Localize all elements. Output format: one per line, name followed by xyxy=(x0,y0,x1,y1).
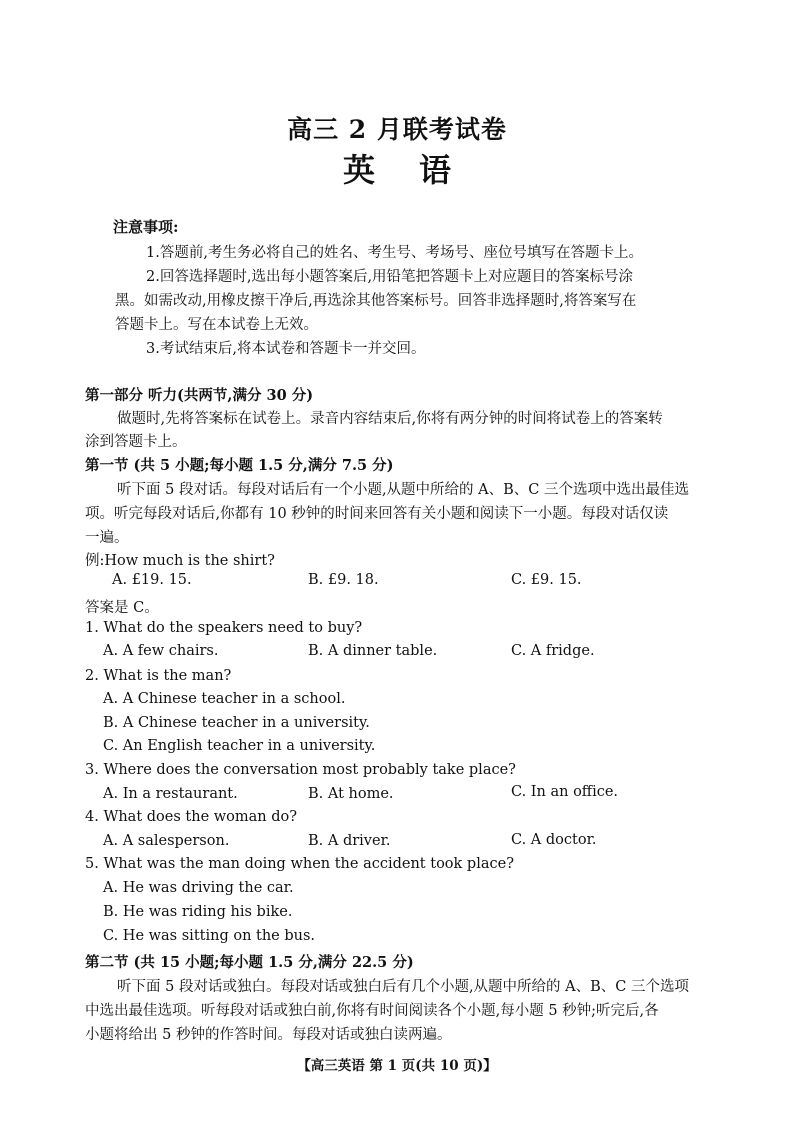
notice-item: 1.答题前,考生务必将自己的姓名、考生号、考场号、座位号填写在答题卡上。 xyxy=(146,245,643,261)
question-1-option-b: B. A dinner table. xyxy=(308,643,438,659)
example-option-c: C. £9. 15. xyxy=(511,572,582,588)
question-2-option-b: B. A Chinese teacher in a university. xyxy=(103,715,370,731)
question-1-option-a: A. A few chairs. xyxy=(103,643,219,659)
question-1: 1. What do the speakers need to buy? xyxy=(85,620,363,636)
notice-heading: 注意事项: xyxy=(113,218,179,236)
section2-intro: 小题将给出 5 秒钟的作答时间。每段对话或独白读两遍。 xyxy=(85,1027,452,1043)
question-4-option-b: B. A driver. xyxy=(308,833,391,849)
subject-title: 英语 xyxy=(342,151,495,189)
question-4-option-a: A. A salesperson. xyxy=(103,833,230,849)
page-footer: 【高三英语 第 1 页(共 10 页)】 xyxy=(297,1058,497,1074)
example-answer: 答案是 C。 xyxy=(85,600,159,616)
question-2-option-a: A. A Chinese teacher in a school. xyxy=(103,691,346,707)
question-3-option-b: B. At home. xyxy=(308,786,394,802)
question-5-option-c: C. He was sitting on the bus. xyxy=(103,928,316,944)
question-3-option-c: C. In an office. xyxy=(511,784,619,800)
section1-heading: 第一节 (共 5 小题;每小题 1.5 分,满分 7.5 分) xyxy=(85,457,394,474)
example-question: 例:How much is the shirt? xyxy=(85,553,275,569)
section1-intro: 项。听完每段对话后,你都有 10 秒钟的时间来回答有关小题和阅读下一小题。每段对话仅读 xyxy=(85,506,669,522)
section2-intro: 中选出最佳选项。听每段对话或独白前,你将有时间阅读各个小题,每小题 5 秒钟;听完后,各 xyxy=(85,1003,659,1019)
question-1-option-c: C. A fridge. xyxy=(511,643,595,659)
section1-intro: 一遍。 xyxy=(85,530,129,546)
example-option-b: B. £9. 18. xyxy=(308,572,379,588)
exam-title: 高三 2 月联考试卷 xyxy=(287,115,507,144)
question-5-option-a: A. He was driving the car. xyxy=(103,880,294,896)
part1-intro: 涂到答题卡上。 xyxy=(85,434,187,450)
question-2: 2. What is the man? xyxy=(85,668,232,684)
example-option-a: A. £19. 15. xyxy=(112,572,192,588)
question-5-option-b: B. He was riding his bike. xyxy=(103,904,293,920)
question-3-option-a: A. In a restaurant. xyxy=(103,786,238,802)
part1-heading: 第一部分 听力(共两节,满分 30 分) xyxy=(85,387,314,404)
question-5: 5. What was the man doing when the accident took place? xyxy=(85,856,514,872)
notice-item: 答题卡上。写在本试卷上无效。 xyxy=(115,317,318,333)
notice-item: 3.考试结束后,将本试卷和答题卡一并交回。 xyxy=(146,341,426,357)
question-3: 3. Where does the conversation most probably take place? xyxy=(85,762,516,778)
section2-heading: 第二节 (共 15 小题;每小题 1.5 分,满分 22.5 分) xyxy=(85,954,414,971)
part1-intro: 做题时,先将答案标在试卷上。录音内容结束后,你将有两分钟的时间将试卷上的答案转 xyxy=(117,411,663,427)
question-2-option-c: C. An English teacher in a university. xyxy=(103,738,376,754)
section1-intro: 听下面 5 段对话。每段对话后有一个小题,从题中所给的 A、B、C 三个选项中选出最佳选 xyxy=(117,482,689,498)
notice-item: 2.回答选择题时,选出每小题答案后,用铅笔把答题卡上对应题目的答案标号涂 xyxy=(146,269,634,285)
section2-intro: 听下面 5 段对话或独白。每段对话或独白后有几个小题,从题中所给的 A、B、C 三个选项 xyxy=(117,979,689,995)
question-4-option-c: C. A doctor. xyxy=(511,832,597,848)
question-4: 4. What does the woman do? xyxy=(85,809,298,825)
notice-item: 黑。如需改动,用橡皮擦干净后,再选涂其他答案标号。回答非选择题时,将答案写在 xyxy=(115,293,637,309)
